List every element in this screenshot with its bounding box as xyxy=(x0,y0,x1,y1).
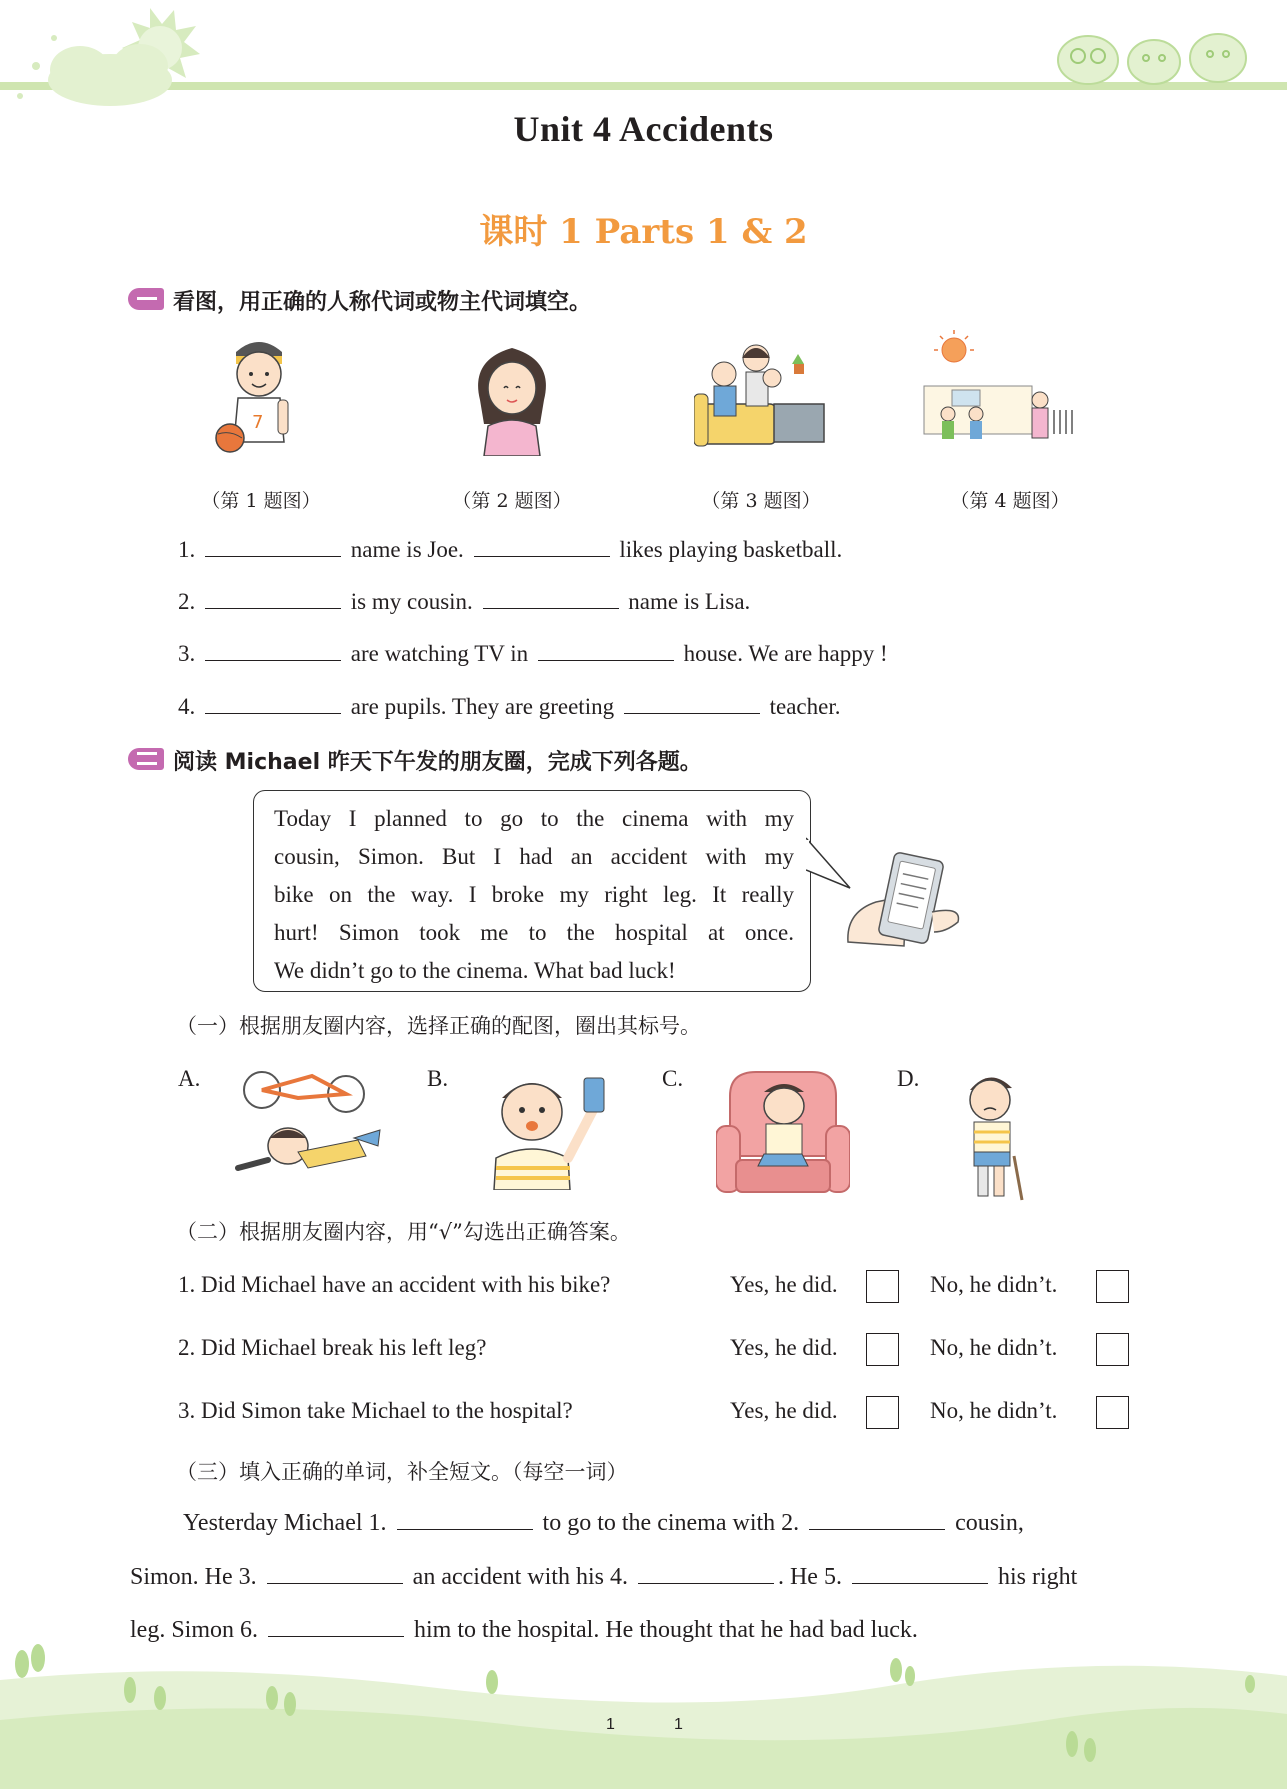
page-number-left: 1 xyxy=(606,1716,615,1733)
section-two-badge xyxy=(128,748,164,770)
post-line-2: cousin, Simon. But I had an accident with my xyxy=(274,844,794,869)
passage-line-2 xyxy=(130,1564,1077,1591)
section-one-badge xyxy=(128,288,164,310)
question-3-no-checkbox[interactable] xyxy=(1096,1396,1129,1429)
passage-blank-4[interactable] xyxy=(638,1565,774,1584)
exercise-1-item-4 xyxy=(178,694,840,720)
item-text: likes playing basketball. xyxy=(619,537,843,562)
question-1-yes-checkbox[interactable] xyxy=(866,1270,899,1303)
option-a-label[interactable]: A. xyxy=(178,1066,201,1091)
lesson-title: 课时 1 Parts 1 & 2 xyxy=(479,212,808,252)
question-2: 2. Did Michael break his left leg? xyxy=(178,1335,487,1360)
page-number-right: 1 xyxy=(674,1716,683,1733)
sun-cloud-decoration xyxy=(0,0,220,110)
passage-blank-6[interactable] xyxy=(268,1618,404,1637)
item-text: is my cousin. xyxy=(350,589,473,614)
passage-text: to go to the cinema with 2. xyxy=(542,1510,800,1536)
blank-1b[interactable] xyxy=(474,538,610,557)
option-d-label[interactable]: D. xyxy=(897,1066,920,1091)
passage-text: Yesterday Michael 1. xyxy=(183,1510,387,1536)
unit-title: Unit 4 Accidents xyxy=(513,109,774,149)
question-1-no-checkbox[interactable] xyxy=(1096,1270,1129,1303)
option-c-label[interactable]: C. xyxy=(662,1066,684,1091)
phone-in-hand-illustration xyxy=(846,852,972,948)
moments-post-text xyxy=(274,800,794,990)
exercise-1-item-2 xyxy=(178,589,750,615)
passage-blank-5[interactable] xyxy=(852,1565,988,1584)
section-one-instruction: 看图，用正确的人称代词或物主代词填空。 xyxy=(173,290,592,315)
item-text: name is Joe. xyxy=(350,537,464,562)
question-2-no-checkbox[interactable] xyxy=(1096,1333,1129,1366)
caption-picture-2: （第 2 题图） xyxy=(452,490,572,512)
picture-family-tv xyxy=(694,334,828,458)
blank-2b[interactable] xyxy=(483,590,619,609)
passage-blank-2[interactable] xyxy=(809,1511,945,1530)
item-number: 3. xyxy=(178,641,196,666)
passage-text: his right xyxy=(997,1564,1078,1590)
blank-2a[interactable] xyxy=(205,590,341,609)
section-two-instruction: 阅读 Michael 昨天下午发的朋友圈，完成下列各题。 xyxy=(173,750,702,775)
question-2-yes-checkbox[interactable] xyxy=(866,1333,899,1366)
svg-text:7: 7 xyxy=(252,412,264,433)
cartoon-animals-decoration xyxy=(1050,18,1250,88)
item-text: name is Lisa. xyxy=(628,589,751,614)
blank-4b[interactable] xyxy=(624,695,760,714)
picture-option-c-armchair xyxy=(716,1066,850,1196)
question-2-yes-label: Yes, he did. xyxy=(730,1335,838,1360)
passage-blank-3[interactable] xyxy=(267,1565,403,1584)
question-3-yes-checkbox[interactable] xyxy=(866,1396,899,1429)
part-one-instruction: （一）根据朋友圈内容，选择正确的配图，圈出其标号。 xyxy=(176,1014,701,1038)
question-3-no-label: No, he didn’t. xyxy=(930,1398,1058,1423)
post-line-5: We didn’t go to the cinema. What bad luck! xyxy=(274,958,676,983)
blank-3a[interactable] xyxy=(205,642,341,661)
item-number: 1. xyxy=(178,537,196,562)
question-1-yes-label: Yes, he did. xyxy=(730,1272,838,1297)
item-text: house. We are happy ! xyxy=(683,641,888,666)
question-2-no-label: No, he didn’t. xyxy=(930,1335,1058,1360)
post-line-4: hurt! Simon took me to the hospital at once. xyxy=(274,920,794,945)
question-1: 1. Did Michael have an accident with his bike? xyxy=(178,1272,611,1297)
exercise-1-item-1 xyxy=(178,537,842,563)
passage-text: leg. Simon 6. xyxy=(130,1617,259,1643)
post-line-1: Today I planned to go to the cinema with my xyxy=(274,806,794,831)
blank-3b[interactable] xyxy=(538,642,674,661)
passage-text: . He 5. xyxy=(777,1564,842,1590)
passage-text: him to the hospital. He thought that he had bad luck. xyxy=(414,1617,918,1643)
picture-option-d-injured-boy xyxy=(956,1066,1036,1204)
item-text: are watching TV in xyxy=(350,641,529,666)
picture-girl xyxy=(470,340,554,456)
blank-1a[interactable] xyxy=(205,538,341,557)
exercise-1-item-3 xyxy=(178,641,888,667)
picture-option-b-selfie xyxy=(486,1068,618,1190)
item-number: 2. xyxy=(178,589,196,614)
caption-picture-1: （第 1 题图） xyxy=(201,490,321,512)
caption-picture-4: （第 4 题图） xyxy=(950,490,1070,512)
question-3: 3. Did Simon take Michael to the hospital? xyxy=(178,1398,573,1423)
picture-option-a-bike-accident xyxy=(228,1068,386,1198)
item-text: are pupils. They are greeting xyxy=(350,694,615,719)
passage-text: cousin, xyxy=(955,1510,1024,1536)
part-three-instruction: （三）填入正确的单词，补全短文。（每空一词） xyxy=(176,1460,628,1484)
passage-blank-1[interactable] xyxy=(397,1511,533,1530)
passage-text: Simon. He 3. xyxy=(130,1564,257,1590)
footer-hills-decoration xyxy=(0,1640,1287,1789)
caption-picture-3: （第 3 题图） xyxy=(701,490,821,512)
option-b-label[interactable]: B. xyxy=(427,1066,449,1091)
question-3-yes-label: Yes, he did. xyxy=(730,1398,838,1423)
question-1-no-label: No, he didn’t. xyxy=(930,1272,1058,1297)
item-text: teacher. xyxy=(769,694,841,719)
passage-line-1 xyxy=(183,1510,1024,1537)
picture-boy-basketball xyxy=(214,334,304,458)
blank-4a[interactable] xyxy=(205,695,341,714)
picture-pupils-teacher xyxy=(922,330,1086,458)
post-line-3: bike on the way. I broke my right leg. It really xyxy=(274,882,794,907)
part-two-instruction: （二）根据朋友圈内容，用“√”勾选出正确答案。 xyxy=(176,1220,631,1244)
item-number: 4. xyxy=(178,694,196,719)
passage-text: an accident with his 4. xyxy=(412,1564,628,1590)
